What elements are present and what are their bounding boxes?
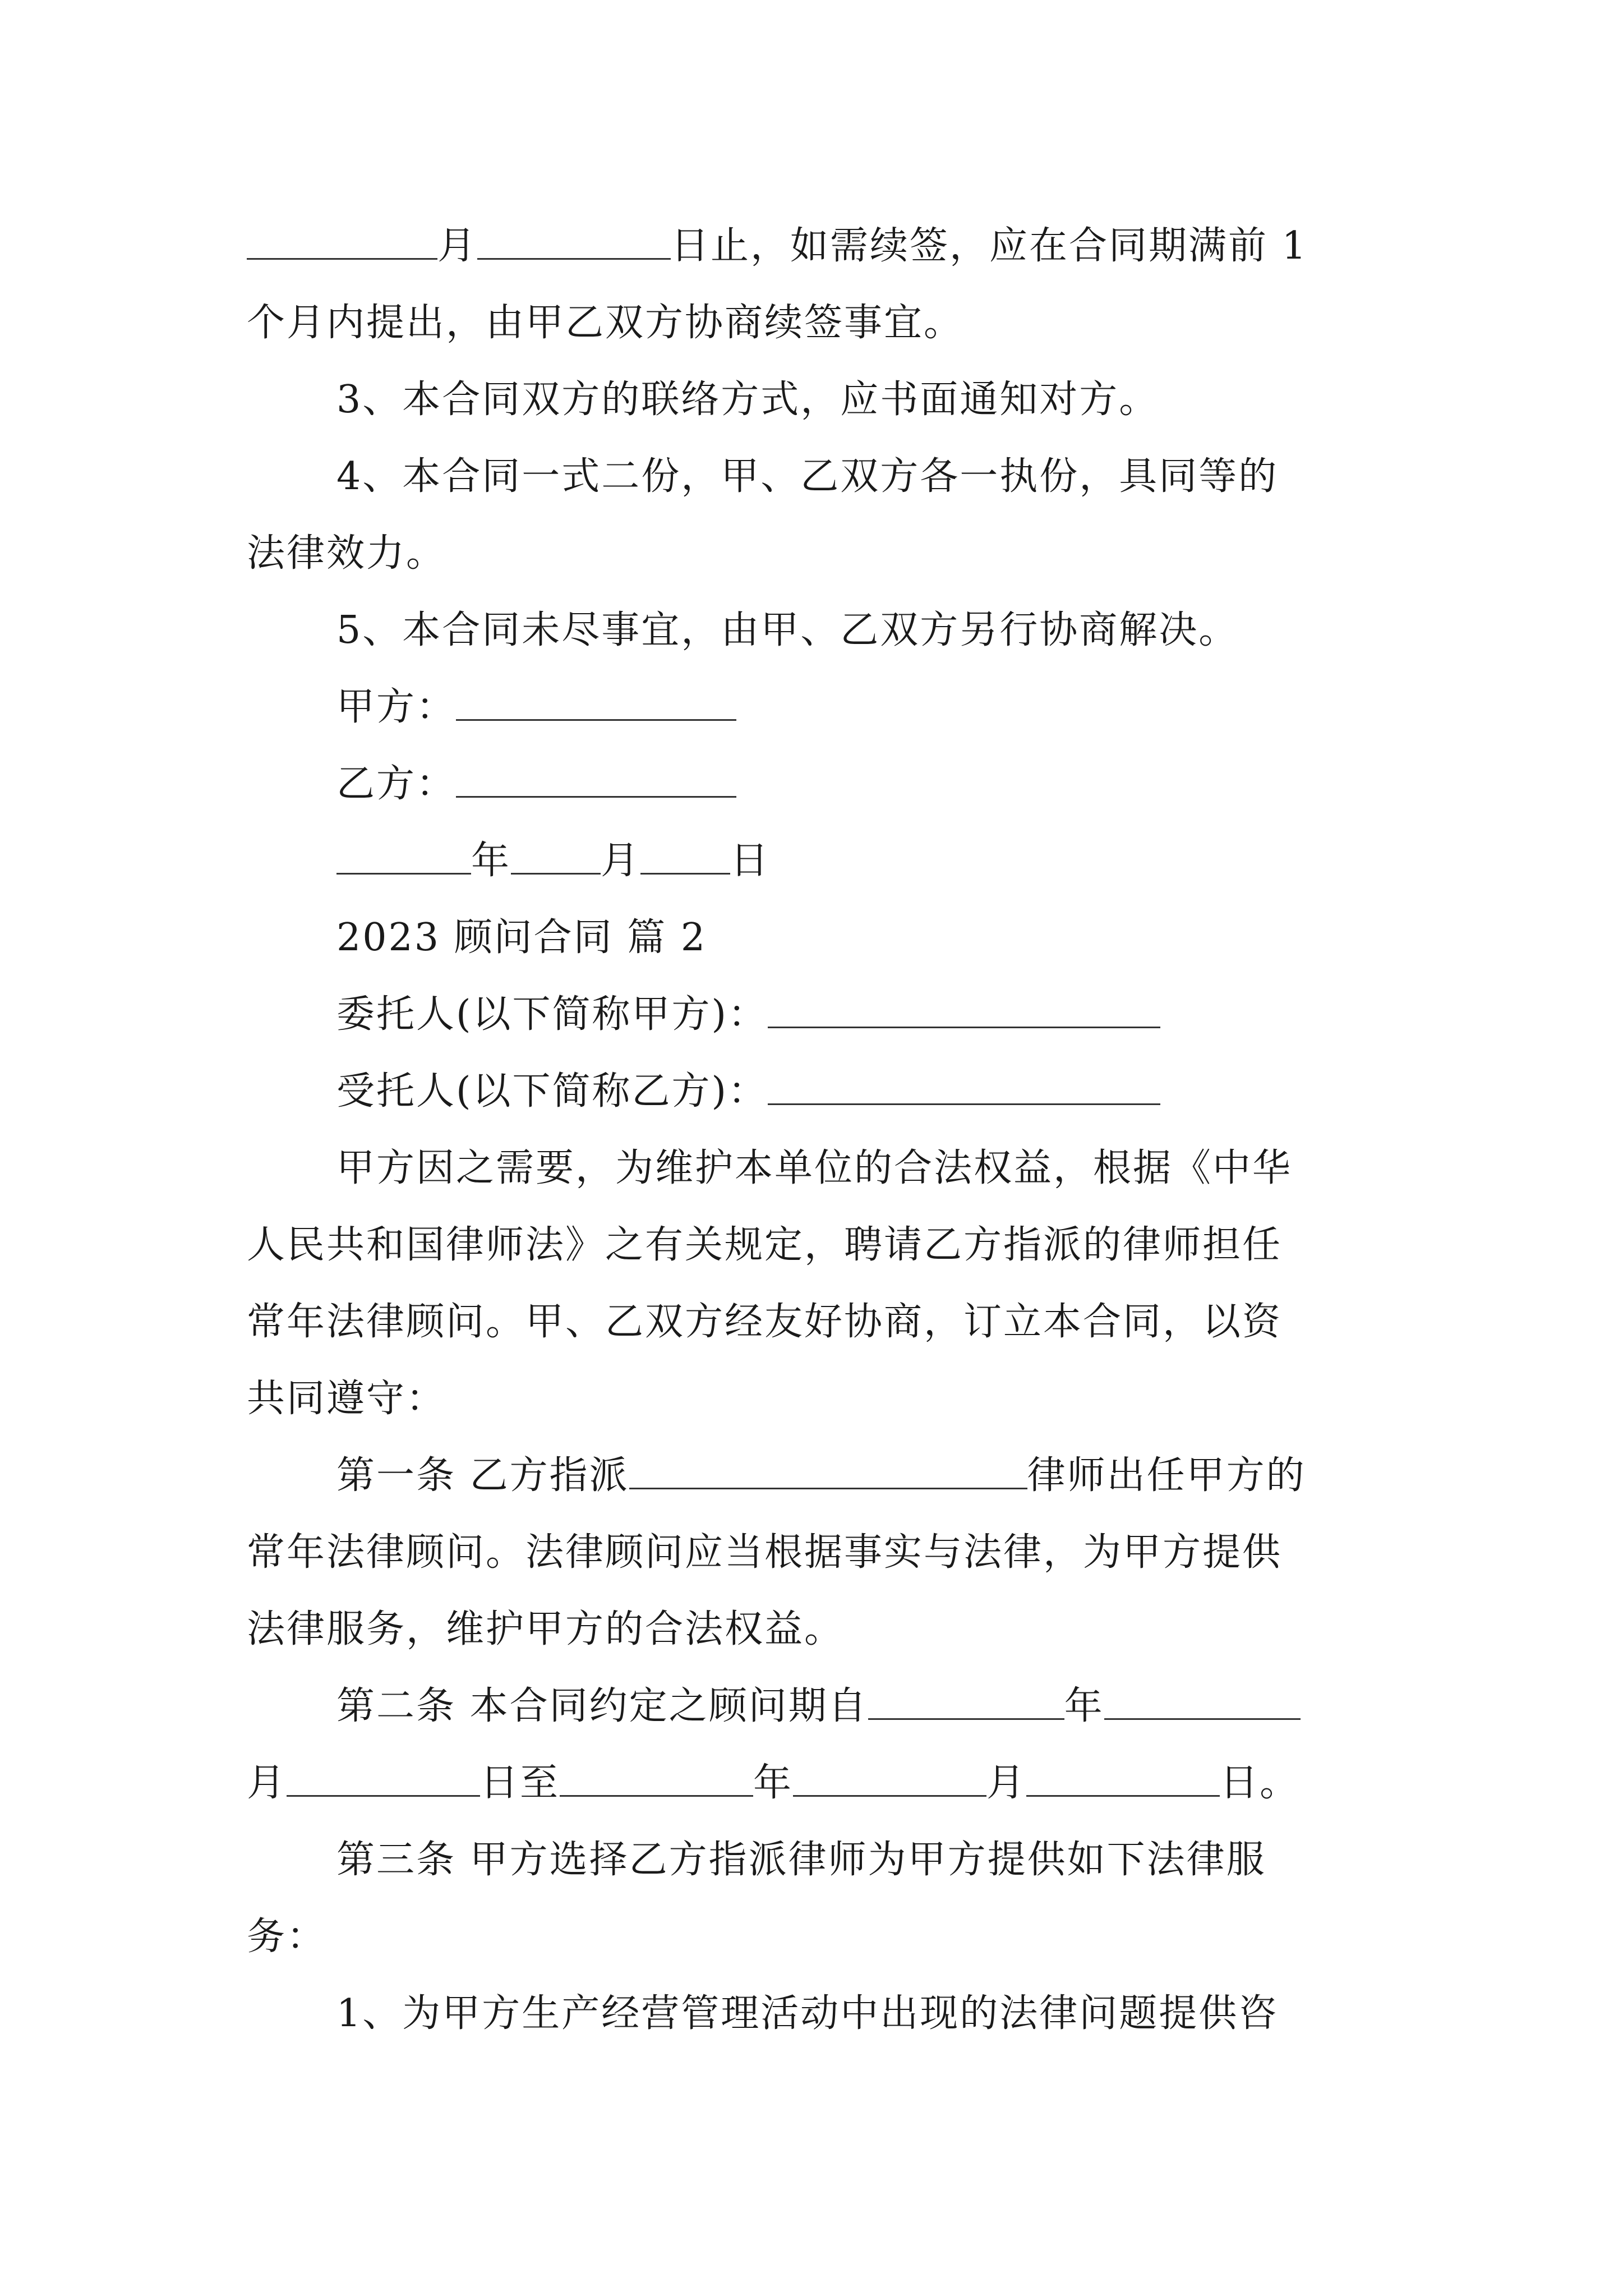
lawyer-name-field[interactable]: [629, 1453, 1027, 1489]
text-line: 法律效力。: [247, 531, 446, 576]
text-line: 务：: [247, 1915, 327, 1959]
text-line: 第三条 甲方选择乙方指派律师为甲方提供如下法律服: [336, 1838, 1266, 1882]
text-line: 常年法律顾问。甲、乙双方经友好协商，订立本合同，以资: [247, 1300, 1283, 1344]
article-2-line: 第二条 本合同约定之顾问期自 年: [247, 1668, 1385, 1745]
text-line: 4、本合同一式二份，甲、乙双方各一执份，具同等的: [336, 454, 1279, 499]
text-line: 个月内提出，由甲乙双方协商续签事宜。: [247, 301, 964, 345]
date-line: 年 月 日: [247, 822, 1385, 899]
party-b-field[interactable]: [456, 761, 736, 798]
text-line: 1、为甲方生产经营管理活动中出现的法律问题提供咨: [336, 1991, 1279, 2036]
text-line: 5、本合同未尽事宜，由甲、乙双方另行协商解决。: [336, 608, 1239, 652]
term-date-line: 月 日至 年 月 日。: [247, 1761, 1300, 1805]
start-day-field[interactable]: [287, 1760, 480, 1797]
text-line: 法律服务，维护甲方的合法权益。: [247, 1607, 845, 1651]
end-day-field[interactable]: [1026, 1760, 1220, 1797]
blank-field[interactable]: [477, 223, 671, 260]
trustee-line: 受托人(以下简称乙方)：: [247, 1053, 1385, 1130]
blank-field[interactable]: [247, 223, 437, 260]
end-year-field[interactable]: [560, 1760, 753, 1797]
year-field[interactable]: [336, 838, 471, 875]
document-page: [247, 208, 1385, 2052]
end-month-field[interactable]: [793, 1760, 986, 1797]
party-a-line: 甲方：: [247, 669, 1385, 746]
text-line: 月 日止，如需续签，应在合同期满前 1: [247, 208, 1385, 284]
party-a-field[interactable]: [456, 684, 736, 721]
client-field[interactable]: [768, 992, 1160, 1028]
trustee-field[interactable]: [768, 1069, 1160, 1105]
text-line: 常年法律顾问。法律顾问应当根据事实与法律，为甲方提供: [247, 1530, 1283, 1575]
text-line: 共同遵守：: [247, 1377, 446, 1421]
day-field[interactable]: [640, 838, 730, 875]
text-line: 甲方因之需要，为维护本单位的合法权益，根据《中华: [336, 1146, 1293, 1190]
party-b-line: 乙方：: [247, 746, 1385, 822]
start-month-field[interactable]: [1104, 1683, 1301, 1720]
section-title: 2023 顾问合同 篇 2: [336, 915, 707, 960]
month-field[interactable]: [511, 838, 601, 875]
client-line: 委托人(以下简称甲方)：: [247, 976, 1385, 1053]
text-line: 3、本合同双方的联络方式，应书面通知对方。: [336, 378, 1159, 422]
article-1-line: 第一条 乙方指派 律师出任甲方的: [336, 1453, 1306, 1498]
text-line: 人民共和国律师法》之有关规定，聘请乙方指派的律师担任: [247, 1223, 1283, 1267]
start-year-field[interactable]: [868, 1683, 1064, 1720]
